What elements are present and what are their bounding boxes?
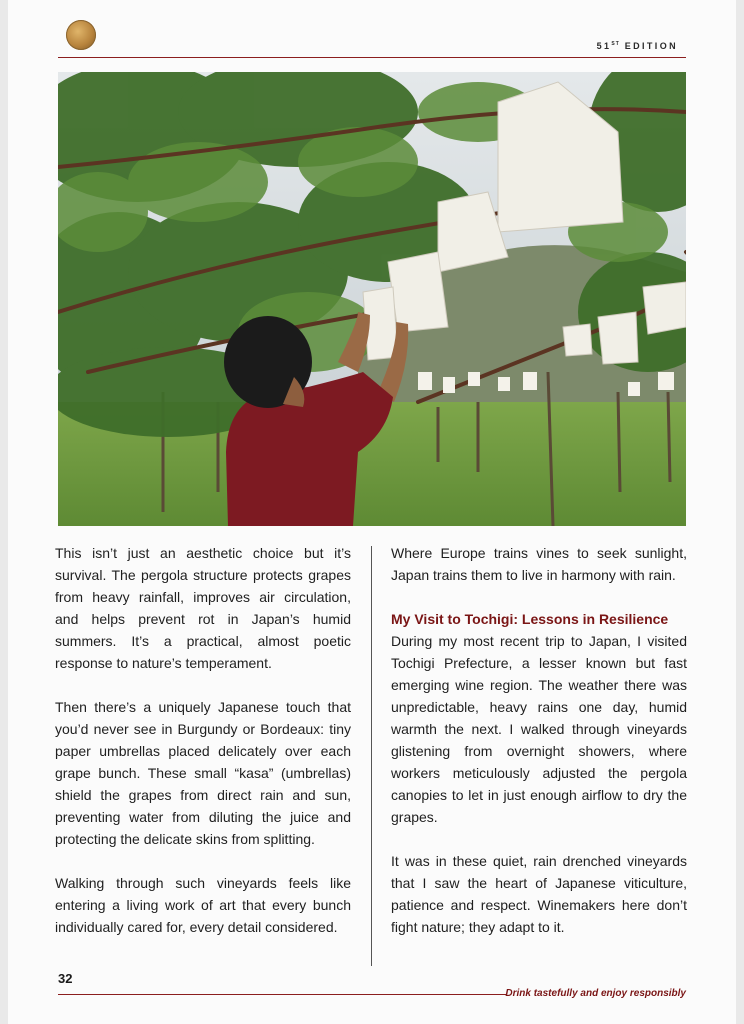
paragraph: Walking through such vineyards feels like entering a living work of art that every bunch individually cared for, every detail considered. [55,875,351,935]
paragraph: Then there’s a uniquely Japanese touch that you’d never see in Burgundy or Bordeaux: tiny paper umbrellas placed delicately over each grape bunch. These small “kasa” (umbrellas) shield the grapes from direct rain and sun, preventing water from diluting the juice and protecting the delicate skins from splitting. [55,699,351,847]
section-heading: My Visit to Tochigi: Lessons in Resilience [391,611,669,627]
magazine-seal-logo [66,20,96,50]
edition-label: 51ST EDITION [596,41,678,51]
page-number: 32 [58,971,73,986]
paragraph: During my most recent trip to Japan, I visited Tochigi Prefecture, a lesser known but fast emerging wine region. The weather there was unpredictable, heavy rains one day, humid warmth the next. I walked through vineyards glistening from overnight showers, where workers meticulously adjusted the pergola canopies to let in just enough airflow to dry the grapes. [391,633,687,825]
paragraph: This isn’t just an aesthetic choice but it’s survival. The pergola structure protects grapes from heavy rainfall, improves air circulation, and helps prevent rot in Japan’s humid summers. It’s a practical, almost poetic response to nature’s temperament. [55,545,351,671]
column-divider [371,546,372,966]
footer-rule [58,994,506,995]
paragraph: It was in these quiet, rain drenched vineyards that I saw the heart of Japanese viticulture, patience and respect. Winemakers here don’t fight nature; they adapt to it. [391,853,687,935]
paragraph: Where Europe trains vines to seek sunlight, Japan trains them to live in harmony with rain. [391,545,687,583]
header-rule [58,57,686,58]
right-column [391,542,687,938]
vineyard-photo [58,72,686,526]
footer-tagline: Drink tastefully and enjoy responsibly [505,988,686,999]
left-column [55,542,351,938]
